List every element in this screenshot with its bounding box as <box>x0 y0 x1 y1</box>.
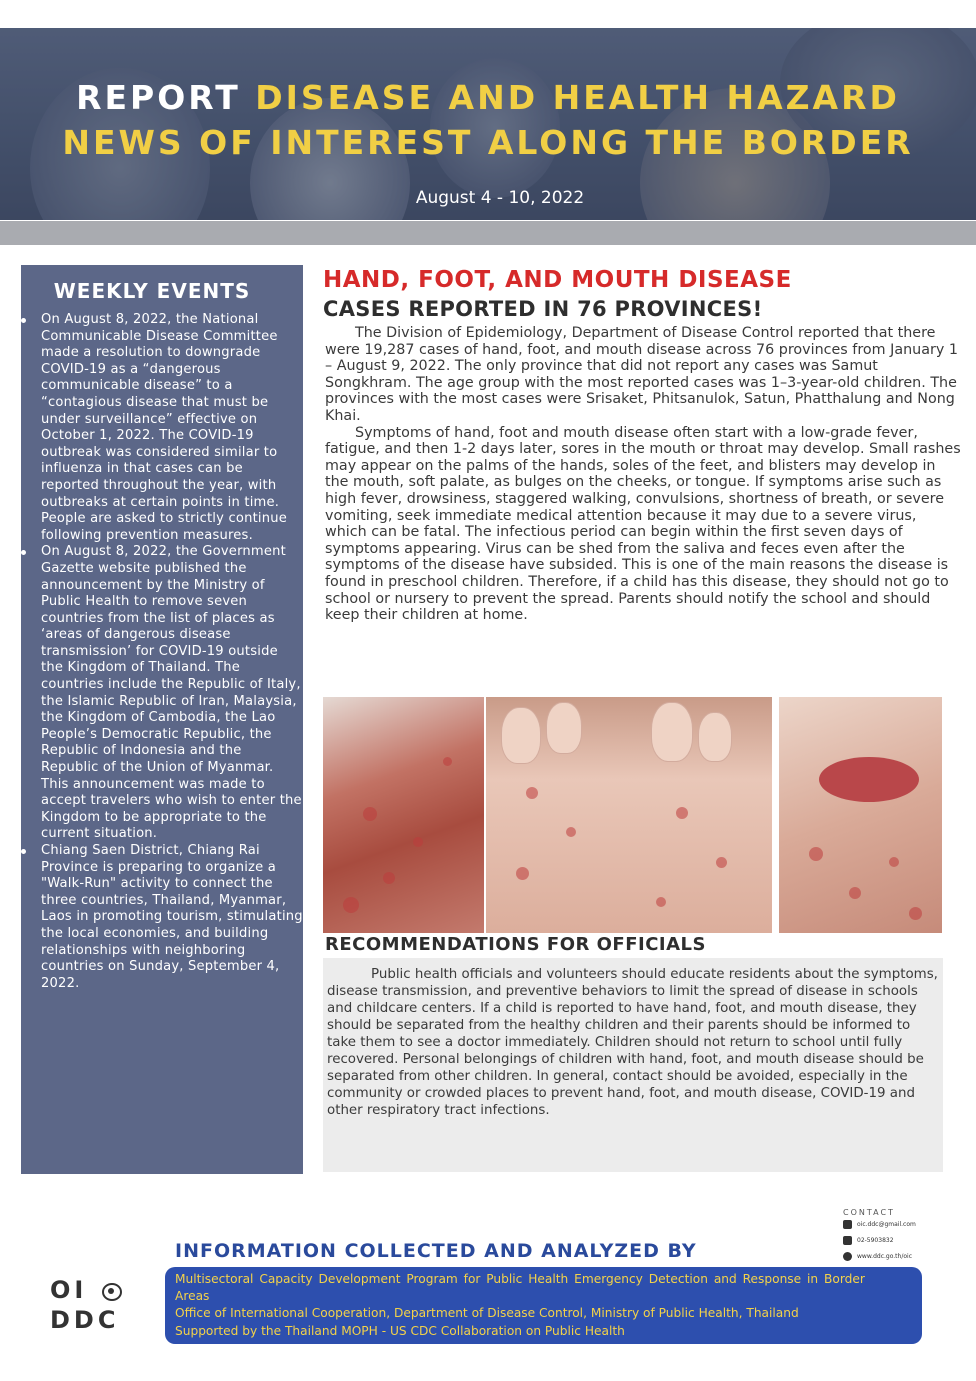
mouth-rash-photo <box>779 697 942 933</box>
article-heading-red: HAND, FOOT, AND MOUTH DISEASE <box>323 267 792 293</box>
weekly-events-list <box>21 312 303 992</box>
event-text: Chiang Saen District, Chiang Rai Province is preparing to organize a "Walk-Run" activity to connect the three countries, Thailand, Myanmar, Laos in promoting tourism, stimulating the local economies, and building relationships with neighboring countries on Sunday, September 4, 2022. <box>41 843 303 991</box>
rash-spot <box>889 857 899 867</box>
recommendations-box <box>323 958 943 1172</box>
contact-website-text: www.ddc.go.th/oic <box>857 1253 912 1260</box>
article-paragraph-1: The Division of Epidemiology, Department of Disease Control reported that there were 19,287 cases of hand, foot, and mouth disease across 76 provinces from January 1 – August 9, 2022. The only province that did not report any cases was Samut Songkhram. The age group with the most reported cases was 1–3-year-old children. The provinces with the most cases were Srisaket, Phitsanulok, Satun, Phatthalung and Nong Khai. <box>325 325 958 424</box>
title-report-word: REPORT <box>76 78 241 117</box>
rash-spot <box>656 897 666 907</box>
rash-spot <box>363 807 377 821</box>
title-line1-text: DISEASE AND HEALTH HAZARD <box>255 78 900 117</box>
contact-heading: CONTACT <box>843 1208 895 1217</box>
header-divider <box>0 221 976 245</box>
toe-shape <box>698 712 732 762</box>
event-text: On August 8, 2022, the Government Gazette website published the announcement by the Ministry of Public Health to remove seven countries from the list of places as ‘areas of dangerous disease transmission’ for COVID-19 outside the Kingdom of Thailand. The countries include the Republic of Italy, the Islamic Republic of Iran, Malaysia, the Kingdom of Cambodia, the Lao People’s Democratic Republic, the Republic of Indonesia and the Republic of the Union of Myanmar. This announcement was made to accept travelers who wish to enter the Kingdom to be appropriate to the current situation. <box>41 544 302 842</box>
report-title-line1 <box>0 76 976 120</box>
rash-spot <box>516 867 529 880</box>
contact-phone-text: 02-5903832 <box>857 1237 894 1244</box>
rash-spot <box>443 757 452 766</box>
list-item <box>21 312 303 544</box>
toe-shape <box>546 702 582 754</box>
article-body <box>325 325 961 624</box>
event-text: On August 8, 2022, the National Communicable Disease Committee made a resolution to downgrade COVID-19 as a “dangerous communicable disease” to a “contagious disease that must be under surveillance” effective on October 1, 2022. The COVID-19 outbreak was considered similar to influenza in that cases can be reported throughout the year, with outbreaks at certain points in time. People are asked to strictly continue following prevention measures. <box>41 312 287 543</box>
recommendations-heading: RECOMMENDATIONS FOR OFFICIALS <box>325 934 706 955</box>
eye-icon <box>102 1283 122 1301</box>
rash-spot <box>676 807 688 819</box>
bullet-icon <box>21 849 26 854</box>
rash-spot <box>383 872 395 884</box>
info-collected-heading: INFORMATION COLLECTED AND ANALYZED BY <box>175 1240 697 1262</box>
contact-email-text: oic.ddc@gmail.com <box>857 1221 916 1228</box>
rash-spot <box>343 897 359 913</box>
logo-line2: DDC <box>50 1306 120 1334</box>
recommendations-text: Public health officials and volunteers should educate residents about the symptoms, disease transmission, and preventive behaviors to limit the spread of disease in schools and childcare centers. If a child is reported to have hand, foot, and mouth disease, they should be separated from the healthy children and their parents should be informed to take them to see a doctor immediately. Children should not return to school until fully recovered. Personal belongings of children with hand, foot, and mouth disease should be separated from other children. In general, contact should be avoided, especially in the community or crowded places to prevent hand, foot, and mouth disease, COVID-19 and other respiratory tract infections. <box>327 967 938 1118</box>
info-box <box>165 1267 922 1344</box>
article-paragraph-2: Symptoms of hand, foot and mouth disease often start with a low-grade fever, fatigue, and then 1-2 days later, sores in the mouth or throat may develop. Small rashes may appear on the palms of the hands, soles of the feet, and blisters may develop in the mouth, soft palate, as bulges on the cheeks, or tongue. If symptoms arise such as high fever, drowsiness, staggered walking, convulsions, shortness of breath, or severe vomiting, seek immediate medical attention because it may due to a severe virus, which can be fatal. The infectious period can begin within the first seven days of symptoms appearing. Virus can be shed from the saliva and feces even after the symptoms of the disease have subsided. This is one of the main reasons the disease is found in preschool children. Therefore, if a child has this disease, they should not go to school or nursery to prevent the spread. Parents should notify the school and should keep their children at home. <box>325 424 961 624</box>
contact-phone[interactable] <box>843 1236 894 1245</box>
article-heading: CASES REPORTED IN 76 PROVINCES! <box>323 297 763 321</box>
header-banner <box>0 28 976 220</box>
feet-rash-photo <box>486 697 772 933</box>
contact-email[interactable] <box>843 1220 916 1229</box>
logo-line1: OI <box>50 1276 88 1304</box>
bullet-icon <box>21 318 26 323</box>
rash-spot <box>526 787 538 799</box>
hand-rash-photo <box>323 697 484 933</box>
list-item <box>21 843 303 992</box>
rash-spot <box>566 827 576 837</box>
phone-icon <box>843 1236 852 1245</box>
rash-spot <box>413 837 423 847</box>
rash-spot <box>849 887 861 899</box>
lip-shape <box>819 757 919 802</box>
toe-shape <box>501 707 541 764</box>
info-line1: Multisectoral Capacity Development Program for Public Health Emergency Detection and Response in Border Areas <box>175 1272 865 1303</box>
globe-icon <box>843 1252 852 1261</box>
contact-website[interactable] <box>843 1252 912 1261</box>
report-title-line2: NEWS OF INTEREST ALONG THE BORDER <box>62 123 914 162</box>
toe-shape <box>651 702 693 762</box>
info-line3: Supported by the Thailand MOPH - US CDC Collaboration on Public Health <box>175 1324 625 1338</box>
rash-spot <box>809 847 823 861</box>
info-line2: Office of International Cooperation, Department of Disease Control, Ministry of Public Health, Thailand <box>175 1306 799 1320</box>
bullet-icon <box>21 550 26 555</box>
report-date: August 4 - 10, 2022 <box>415 188 585 208</box>
weekly-events-panel <box>21 265 303 1174</box>
list-item <box>21 544 303 843</box>
weekly-events-heading: WEEKLY EVENTS <box>53 279 251 303</box>
rash-spot <box>716 857 727 868</box>
email-icon <box>843 1220 852 1229</box>
rash-spot <box>909 907 922 920</box>
